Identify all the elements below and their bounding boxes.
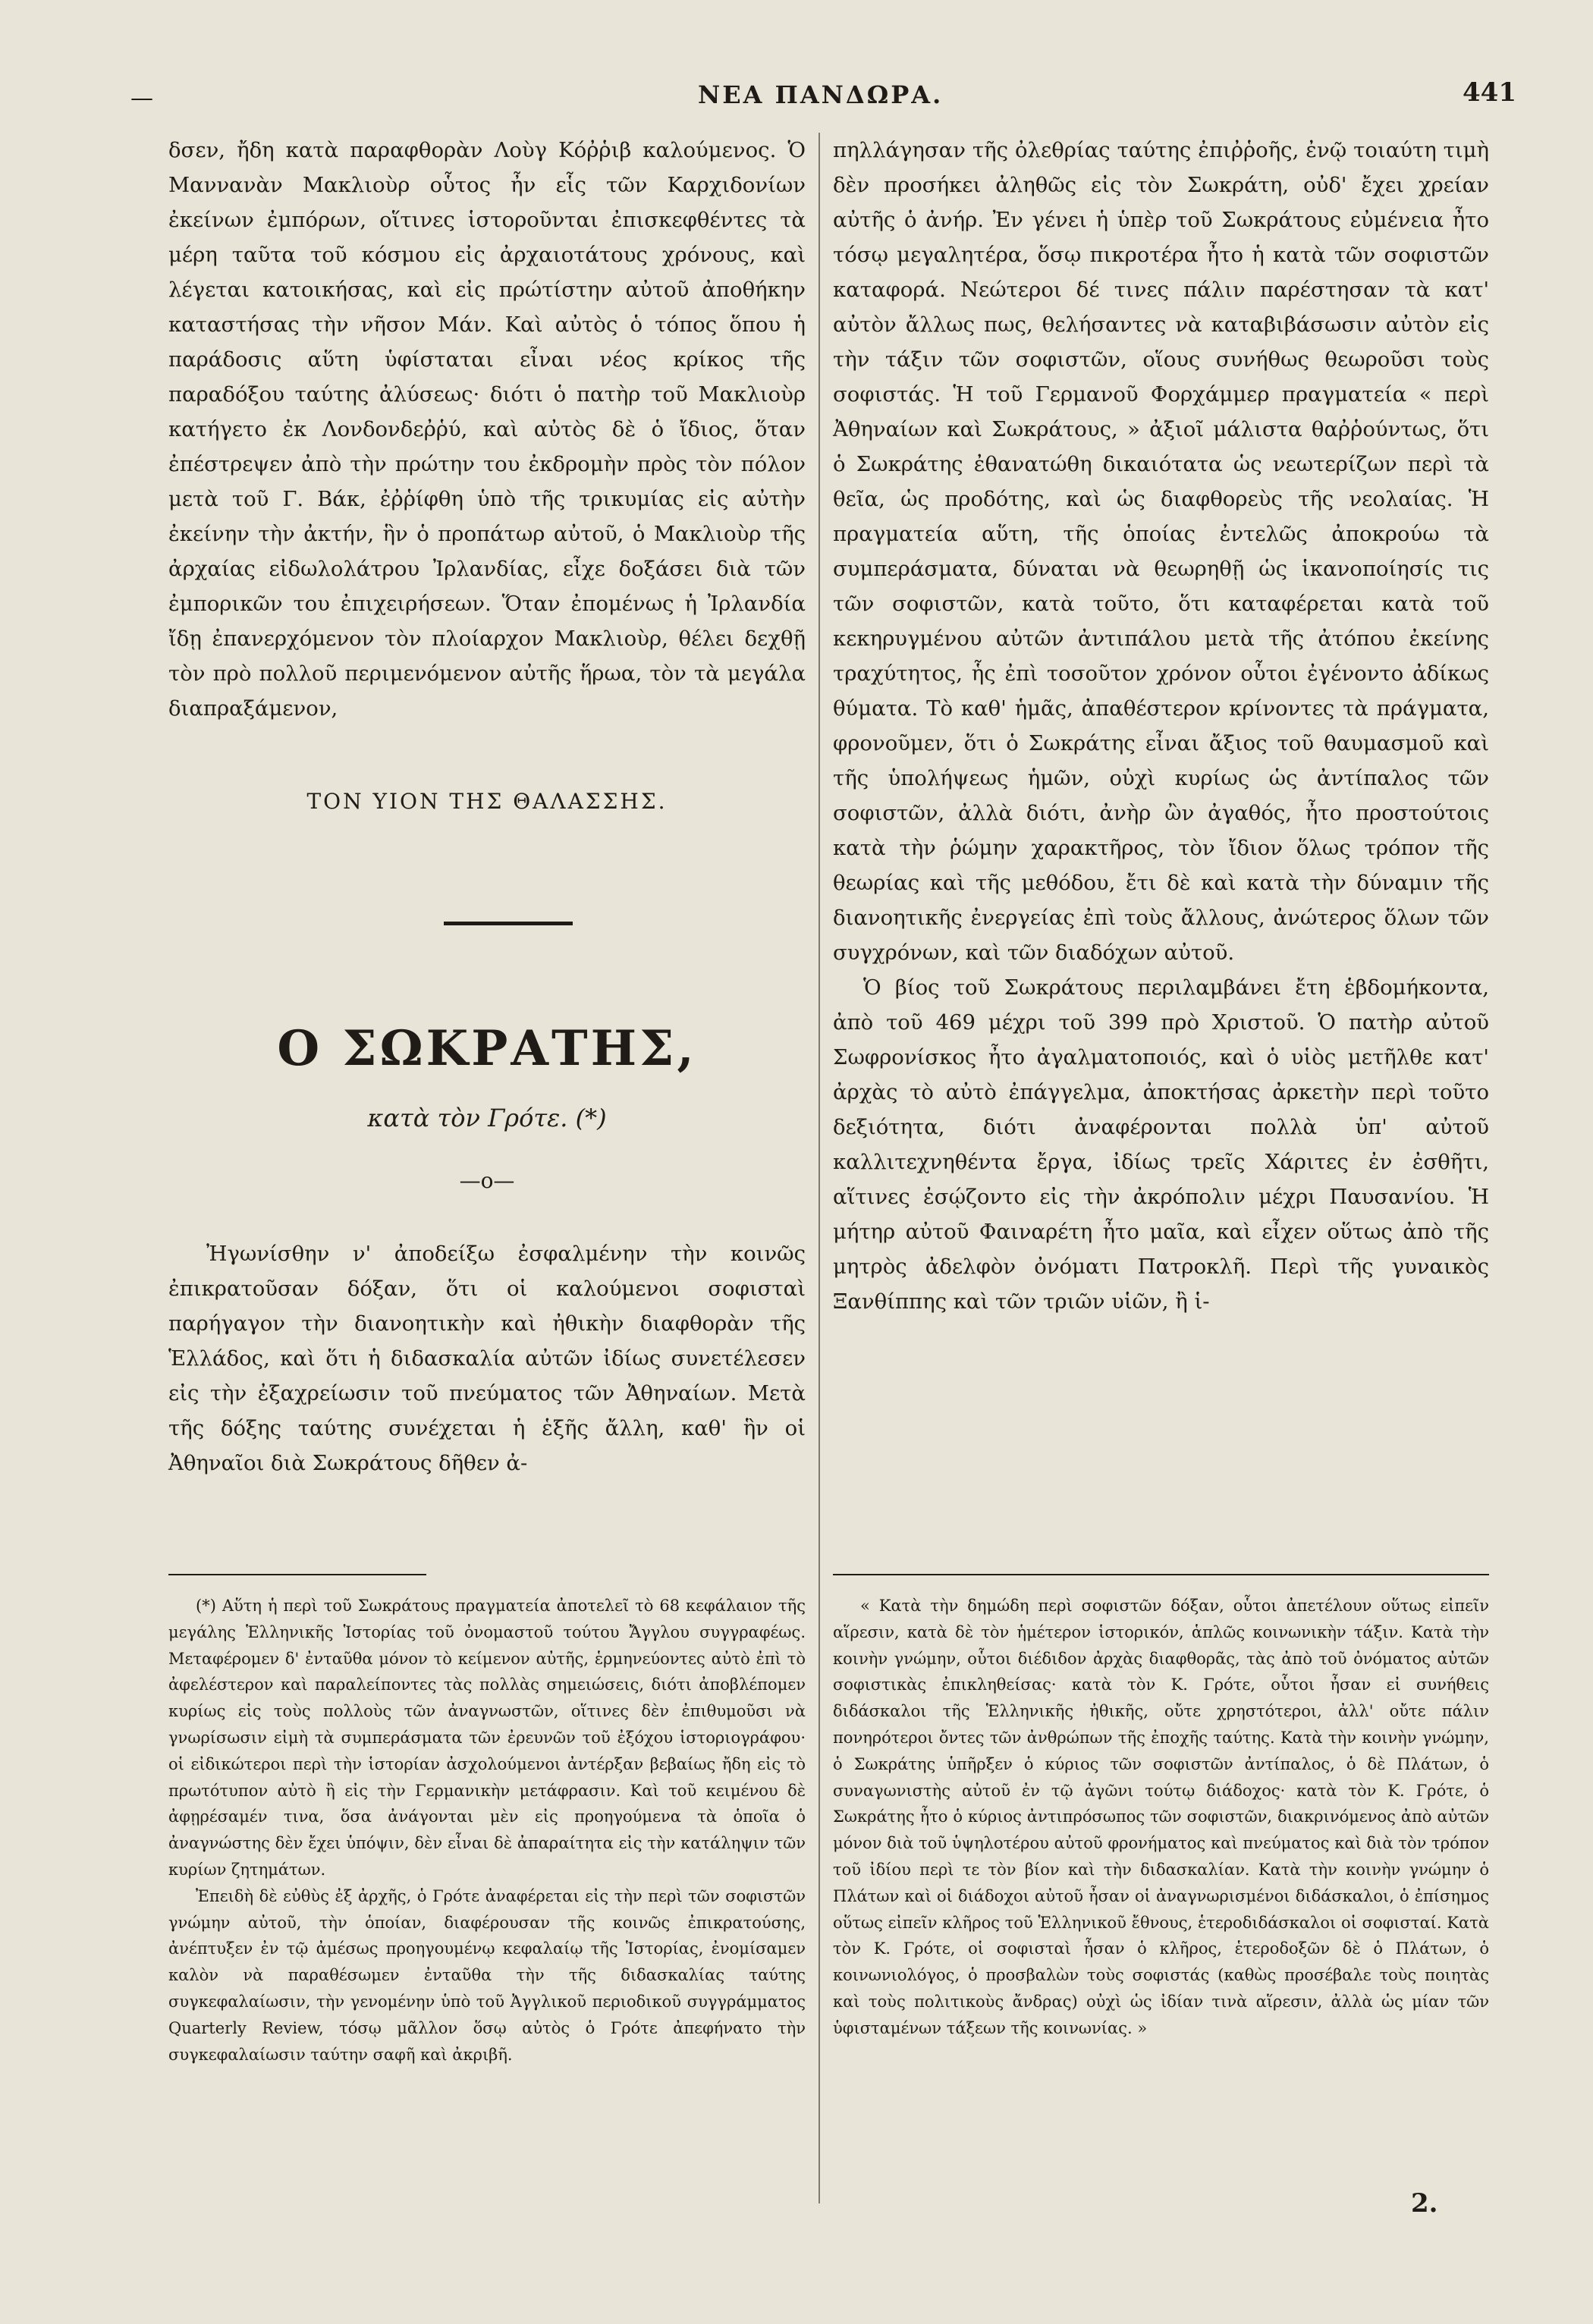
section-rule <box>444 922 573 925</box>
page-number: 441 <box>1463 77 1516 108</box>
continued-paragraph: δσεν, ἤδη κατὰ παραφθορὰν Λοὺγ Κόῤῥιβ καλούμενος. Ὁ Μαννανὰν Μακλιοὺρ οὗτος ἦν εἷς τῶν Καρχιδονίων ἐκείνων ἐμπόρων, οἵτινες ἱστοροῦνται ἐπισκεφθέντες τὰ μέρη ταῦτα τοῦ κόσμου εἰς ἀρχαιοτάτους χρόνους, καὶ λέγεται κατοικήσας, καὶ εἰς πρώτίστην αὐτοῦ ἀποθήκην καταστήσας τὴν νῆσον Μάν. Καὶ αὐτὸς ὁ τόπος ὅπου ἡ παράδοσις αὕτη ὑφίσταται εἶναι νέος κρίκος τῆς παραδόξου ταύτης ἀλύσεως· διότι ὁ πατὴρ τοῦ Μακλιοὺρ κατήγετο ἐκ Λονδονδεῤῥύ, καὶ αὐτὸς δὲ ὁ ἴδιος, ὅταν ἐπέστρεψεν ἀπὸ τὴν πρώτην του ἐκδρομὴν πρὸς τὸν πόλον μετὰ τοῦ Γ. Βάκ, ἐῤῥίφθη ὑπὸ τῆς τρικυμίας εἰς αὐτὴν ἐκείνην τὴν ἀκτήν, ἣν ὁ προπάτωρ αὐτοῦ, ὁ Μακλιοὺρ τῆς ἀρχαίας εἰδωλολάτρου Ἰρλανδίας, εἶχε δοξάσει διὰ τῶν ἐμπορικῶν του ἐπιχειρήσεων. Ὅταν ἐπομένως ἡ Ἰρλανδία ἴδῃ ἐπανερχόμενον τὸν πλοίαρχον Μακλιοὺρ, θέλει δεχθῇ τὸν πρὸ πολλοῦ περιμενόμενον αὐτῆς ἥρωα, τὸν τὰ μεγάλα διαπραξάμενον, <box>168 138 806 721</box>
footnote-rule-right <box>833 1574 1489 1575</box>
footnote-rule-left <box>168 1574 426 1575</box>
footnote-paragraph-2: Ἐπειδὴ δὲ εὐθὺς ἐξ ἀρχῆς, ὁ Γρότε ἀναφέρεται εἰς τὴν περὶ τῶν σοφιστῶν γνώμην αὐτοῦ, τὴν ὁποίαν, διαφέρουσαν τῆς κοινῶς ἐπικρατούσης, ἀνέπτυξεν ἐν τῷ ἀμέσως προηγουμένῳ κεφαλαίῳ τῆς Ἱστορίας, ἐνομίσαμεν καλὸν νὰ παραθέσωμεν ἐνταῦθα τὴν τῆς διδασκαλίας ταύτης συγκεφαλαίωσιν, τὴν γενομένην ὑπὸ τοῦ Ἀγγλικοῦ περιοδικοῦ συγγράμματος Quarterly Review, τόσῳ μᾶλλον ὅσῳ αὐτὸς ὁ Γρότε ἀπεφήνατο τὴν συγκεφαλαίωσιν ταύτην σαφῆ καὶ ἀκριβῆ. <box>168 1886 806 2064</box>
right-column <box>833 133 1489 1319</box>
right-paragraph-1: πηλλάγησαν τῆς ὀλεθρίας ταύτης ἐπιῤῥοῆς, ἐνῷ τοιαύτη τιμὴ δὲν προσήκει ἀληθῶς εἰς τὸν Σωκράτη, οὐδ' ἔχει χρείαν αὐτῆς ὁ ἀνήρ. Ἐν γένει ἡ ὑπὲρ τοῦ Σωκράτους εὐμένεια ἦτο τόσῳ μεγαλητέρα, ὅσῳ πικροτέρα ἦτο ἡ κατὰ τῶν σοφιστῶν καταφορά. Νεώτεροι δέ τινες πάλιν παρέστησαν τὰ κατ' αὐτὸν ἄλλως πως, θελήσαντες νὰ καταβιβάσωσιν αὐτὸν εἰς τὴν τάξιν τῶν σοφιστῶν, οἵους συνήθως θεωροῦσι τοὺς σοφιστάς. Ἡ τοῦ Γερμανοῦ Φορχάμμερ πραγματεία « περὶ Ἀθηναίων καὶ Σωκράτους, » ἀξιοῖ μάλιστα θαῤῥούντως, ὅτι ὁ Σωκράτης ἐθανατώθη δικαιότατα ὡς νεωτερίζων περὶ τὰ θεῖα, ὡς προδότης, καὶ ὡς διαφθορεὺς τῆς νεολαίας. Ἡ πραγματεία αὕτη, τῆς ὁποίας ἐντελῶς ἀποκρούω τὰ συμπεράσματα, δύναται νὰ θεωρηθῇ ὡς ἱκανοποίησίς τις τῶν σοφιστῶν, κατὰ τοῦτο, ὅτι καταφέρεται κατὰ τοῦ κεκηρυγμένου αὐτῶν ἀντιπάλου μετὰ τῆς ἀτόπου ἐκείνης τραχύτητος, ἧς ἐπὶ τοσοῦτον χρόνον οὗτοι ἐγένοντο ἀδίκως θύματα. Τὸ καθ' ἡμᾶς, ἀπαθέστερον κρίνοντες τὰ πράγματα, φρονοῦμεν, ὅτι ὁ Σωκράτης εἶναι ἄξιος τοῦ θαυμασμοῦ καὶ τῆς ὑπολήψεως ἡμῶν, οὐχὶ κυρίως ὡς ἀντίπαλος τῶν σοφιστῶν, ἀλλὰ διότι, ἀνὴρ ὢν ἀγαθός, ἦτο προστούτοις κατὰ τὴν ῥώμην χαρακτῆρος, τὸν ἴδιον ὅλως τρόπον τῆς θεωρίας καὶ τῆς μεθόδου, ἔτι δὲ καὶ κατὰ τὴν δύναμιν τῆς διανοητικῆς ἐνεργείας ἐπὶ τοὺς ἄλλους, ἀνώτερος ὅλων τῶν συγχρόνων, καὶ τῶν διαδόχων αὐτοῦ. <box>833 138 1489 965</box>
journal-title: ΝΕΑ ΠΑΝΔΩΡΑ. <box>698 80 944 109</box>
margin-mark: — <box>130 85 153 111</box>
article-body-left <box>168 1236 806 1481</box>
article-title: Ο ΣΩΚΡΑΤΗΣ, <box>277 1020 697 1077</box>
running-head <box>0 76 1593 121</box>
closing-line: ΤΟΝ ΥΙΟΝ ΤΗΣ ΘΑΛΑΣΣΗΣ. <box>306 789 668 814</box>
footnote-right <box>833 1593 1489 2042</box>
column-divider <box>818 133 820 2203</box>
article-paragraph: Ἠγωνίσθην ν' ἀποδείξω ἐσφαλμένην τὴν κοινῶς ἐπικρατοῦσαν δόξαν, ὅτι οἱ καλούμενοι σοφισταὶ παρήγαγον τὴν διανοητικὴν καὶ ἠθικὴν διαφθορὰν τῆς Ἑλλάδος, καὶ ὅτι ἡ διδασκαλία αὐτῶν ἰδίως συνετέλεσεν εἰς τὴν ἐξαχρείωσιν τοῦ πνεύματος τῶν Ἀθηναίων. Μετὰ τῆς δόξης ταύτης συνέχεται ἡ ἑξῆς ἄλλη, καθ' ἣν οἱ Ἀθηναῖοι διὰ Σωκράτους δῆθεν ἀ- <box>168 1242 806 1475</box>
footnote-left <box>168 1593 806 2068</box>
article-subtitle: κατὰ τὸν Γρότε. (*) <box>367 1104 607 1132</box>
footnote-quote: « Κατὰ τὴν δημώδη περὶ σοφιστῶν δόξαν, οὗτοι ἀπετέλουν οὕτως εἰπεῖν αἵρεσιν, κατὰ δὲ τὸν ἡμέτερον ἱστορικόν, ἁπλῶς κοινωνικὴν τάξιν. Κατὰ τὴν κοινὴν γνώμην, οὗτοι διέδιδον ἀρχὰς διαφθορᾶς, τὰς ἀπὸ τοῦ ὀνόματος αὐτῶν σοφιστικὰς ἐπικληθείσας· κατὰ τὸν Κ. Γρότε, οὗτοι ἦσαν εἰ συνήθεις διδάσκαλοι τῆς Ἑλληνικῆς ἠθικῆς, οὔτε χρηστότεροι, ἀλλ' οὔτε πάλιν πονηρότεροι ὄντες τῶν ἀνθρώπων τῆς ἐποχῆς ταύτης. Κατὰ τὴν κοινὴν γνώμην, ὁ Σωκράτης ὑπῆρξεν ὁ κύριος τῶν σοφιστῶν ἀντίπαλος, ὁ δὲ Πλάτων, ὁ συναγωνιστὴς αὐτοῦ ἐν τῷ ἀγῶνι τούτῳ διάδοχος· κατὰ τὸν Κ. Γρότε, ὁ Σωκράτης ἦτο ὁ κύριος ἀντιπρόσωπος τῶν σοφιστῶν, διακρινόμενος ἀπὸ αὐτῶν μόνον διὰ τοῦ ὑψηλοτέρου αὐτοῦ φρονήματος καὶ πνεύματος καὶ διὰ τὸν τρόπον τοῦ ἰδίου περὶ τε τὸν βίον καὶ τὴν διδασκαλίαν. Κατὰ τὴν κοινὴν γνώμην ὁ Πλάτων καὶ οἱ διάδοχοι αὐτοῦ ἦσαν οἱ ἀναγνωρισμένοι διδάσκαλοι, ὁ ἐπίσημος οὕτως εἰπεῖν κλῆρος τοῦ Ἑλληνικοῦ ἔθνους, ἑτεροδιδάσκαλοι οἱ σοφισταί. Κατὰ τὸν Κ. Γρότε, οἱ σοφισταὶ ἦσαν ὁ κλῆρος, ἑτεροδοξῶν δὲ ὁ Πλάτων, ὁ κοινωνιολόγος, ὁ προσβαλὼν τοὺς σοφιστάς (καθὼς προσέβαλε τοὺς ποιητὰς καὶ τοὺς πολιτικοὺς ἄνδρας) οὐχὶ ὡς ἰδίαν τινὰ αἵρεσιν, ἀλλὰ ὡς μίαν τῶν ὑφισταμένων τάξεων τῆς κοινωνίας. » <box>833 1597 1489 2037</box>
right-paragraph-2: Ὁ βίος τοῦ Σωκράτους περιλαμβάνει ἔτη ἑβδομήκοντα, ἀπὸ τοῦ 469 μέχρι τοῦ 399 πρὸ Χριστοῦ. Ὁ πατὴρ αὐτοῦ Σωφρονίσκος ἦτο ἀγαλματοποιός, καὶ ὁ υἱὸς μετῆλθε κατ' ἀρχὰς τὸ αὐτὸ ἐπάγγελμα, ἀποκτήσας ἀρκετὴν περὶ τοῦτο δεξιότητα, διότι ἀναφέρονται πολλὰ ὑπ' αὐτοῦ καλλιτεχνηθέντα ἔργα, ἰδίως τρεῖς Χάριτες ἐν ἐσθῆτι, αἵτινες ἐσῴζοντο εἰς τὴν ἀκρόπολιν μέχρι Παυσανίου. Ἡ μήτηρ αὐτοῦ Φαιναρέτη ἦτο μαῖα, καὶ εἶχεν οὕτως ἀπὸ τῆς μητρὸς ἀδελφὸν ὀνόματι Πατροκλῆ. Περὶ τῆς γυναικὸς Ξανθίππης καὶ τῶν τριῶν υἱῶν, ἢ ἱ- <box>833 975 1489 1314</box>
left-column-top <box>168 133 806 726</box>
article-separator: —ο— <box>459 1168 515 1193</box>
signature-mark: 2. <box>1411 2188 1438 2219</box>
footnote-paragraph-1: (*) Αὕτη ἡ περὶ τοῦ Σωκράτους πραγματεία ἀποτελεῖ τὸ 68 κεφάλαιον τῆς μεγάλης Ἑλληνικῆς Ἱστορίας τοῦ ὀνομαστοῦ τούτου Ἄγγλου συγγραφέως. Μεταφέρομεν δ' ἐνταῦθα μόνον τὸ κείμενον αὐτῆς, ἑρμηνεύοντες αὐτὸ ἐπὶ τὸ ἀφελέστερον καὶ παραλείποντες τὰς πολλὰς σημειώσεις, διότι ἀποβλέπομεν κυρίως εἰς τοὺς πολλοὺς τῶν ἀναγνωστῶν, οἵτινες δὲν ἐπιθυμοῦσι νὰ γνωρίσωσιν εἰμὴ τὰ συμπεράσματα τῶν ἐρευνῶν τοῦ ἐξόχου ἱστοριογράφου· οἱ εἰδικώτεροι περὶ τὴν ἱστορίαν ἀσχολούμενοι ἀντέρξαν βεβαίως ἤδη εἰς τὸ πρωτότυπον αὐτὸ ἢ εἰς τὴν Γερμανικὴν μετάφρασιν. Καὶ τοῦ κειμένου δὲ ἀφῃρέσαμέν τινα, ὅσα ἀνάγονται μὲν εἰς προηγούμενα τὰ ὁποῖα ὁ ἀναγνώστης δὲν ἔχει ὑπόψιν, δὲν εἶναι δὲ ἀπαραίτητα εἰς τὴν κατάληψιν τῶν κυρίων ζητημάτων. <box>168 1597 806 1879</box>
